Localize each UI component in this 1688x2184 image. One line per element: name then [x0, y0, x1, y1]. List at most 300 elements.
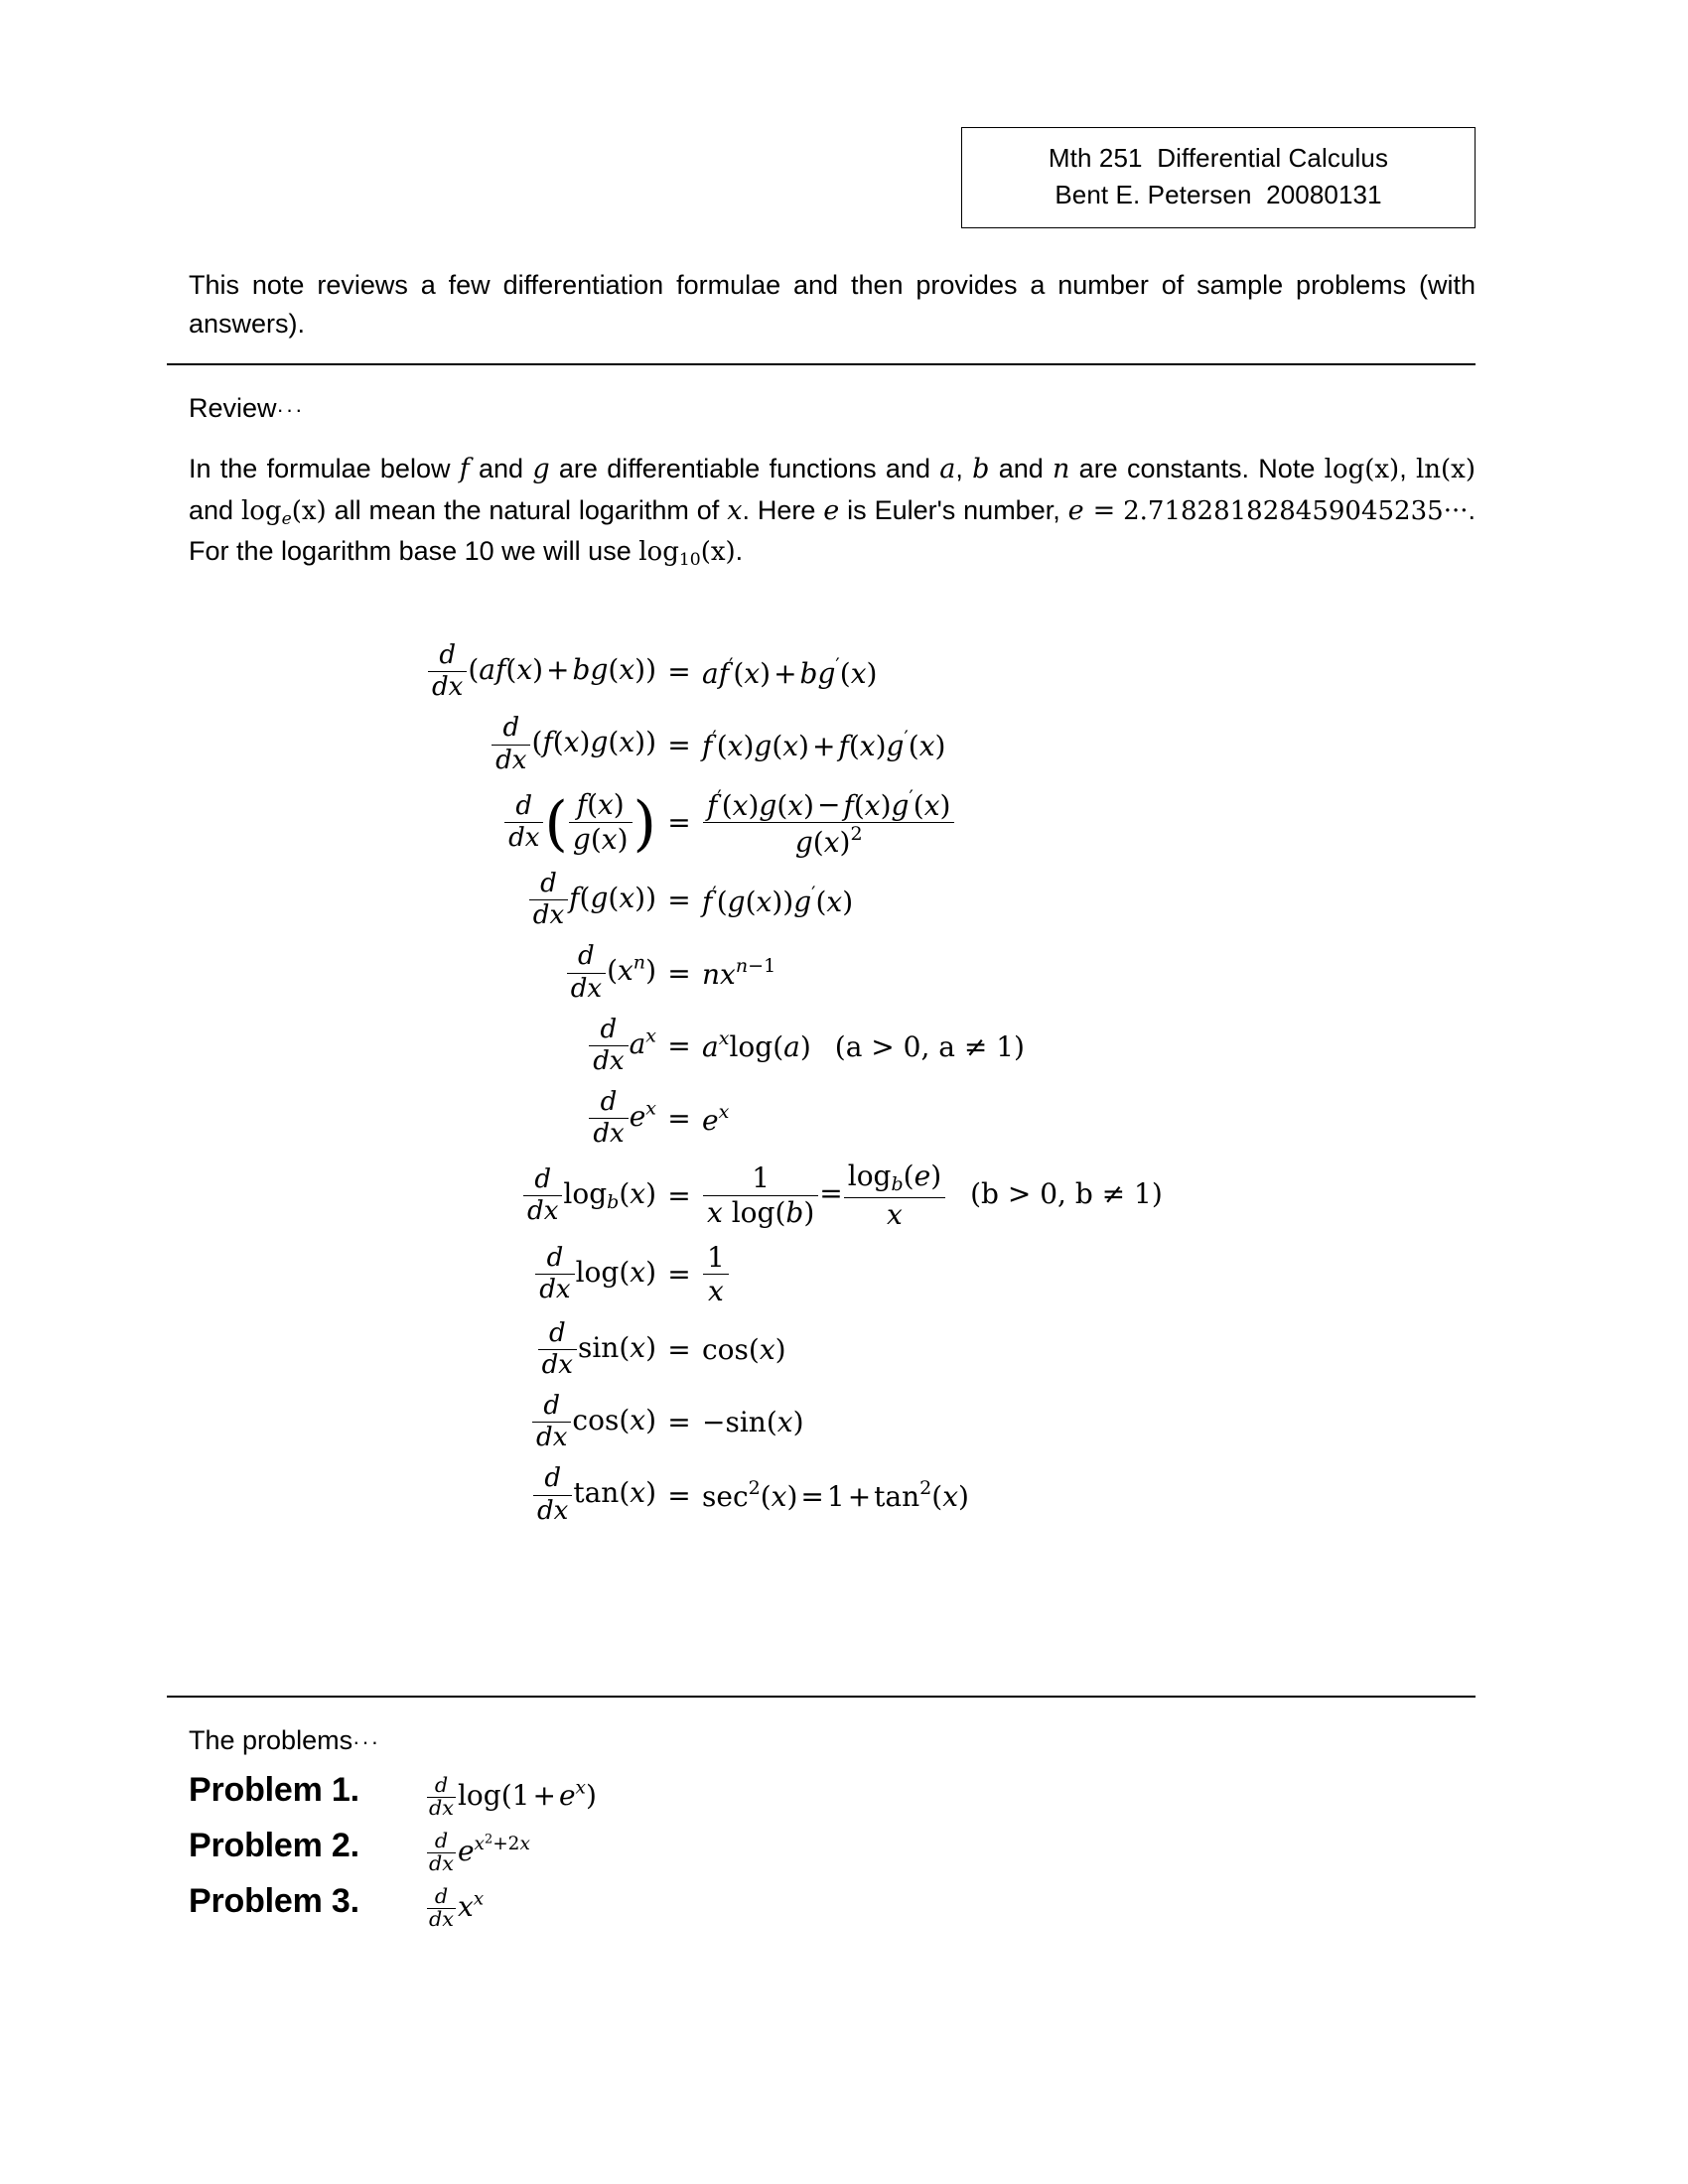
ddx-numerator: d — [535, 1244, 574, 1275]
one: 1 — [826, 1479, 845, 1513]
formula-quotient-rhs — [702, 781, 1163, 864]
lparen: ( — [903, 1160, 914, 1193]
lparen: ( — [913, 788, 924, 822]
formula-quotient-rule — [427, 781, 1163, 864]
rparen: ) — [645, 1404, 656, 1437]
sym-x: x — [720, 957, 736, 991]
rparen: ) — [930, 1160, 942, 1193]
sym-x: x — [516, 653, 533, 687]
problem-item-2 — [189, 1827, 1281, 1878]
rparen: ) — [585, 1778, 597, 1812]
formula-log-rhs — [702, 1236, 1163, 1313]
sym-a: a — [702, 656, 719, 690]
tan-operator: tan — [874, 1479, 920, 1513]
sym-b: b — [572, 653, 591, 687]
ddx-operator — [589, 1016, 628, 1076]
formula-logb-lhs — [427, 1155, 656, 1236]
formula-product-relation: = — [667, 728, 691, 761]
rparen: ) — [839, 825, 851, 859]
sym-e: e — [702, 1103, 719, 1137]
log-operator: log — [563, 1176, 608, 1210]
euler-value: 2.718281828459045235 — [1123, 495, 1444, 526]
formula-product-rhs — [702, 708, 1163, 780]
sym-a: a — [702, 1030, 719, 1064]
rparen: ) — [934, 729, 946, 762]
sym-x: x — [630, 1330, 646, 1364]
cos-operator: cos — [702, 1332, 749, 1366]
sym-x: x — [776, 1406, 793, 1439]
ddx-numerator: d — [533, 1464, 572, 1495]
formula-log-base-b-rule — [427, 1155, 1163, 1236]
problem-2-label: Problem 2. — [189, 1827, 359, 1864]
x-denominator: x — [708, 1275, 724, 1308]
formula-product-rule — [427, 708, 1163, 780]
rparen: ) — [842, 885, 854, 918]
lparen: ( — [853, 788, 865, 822]
prime: ′ — [712, 727, 717, 750]
sym-x: x — [601, 822, 618, 856]
sym-b: b — [799, 656, 818, 690]
exponent-x: x — [718, 1100, 730, 1123]
ddx-denominator: dx — [536, 1495, 569, 1526]
prime: ′ — [835, 653, 840, 676]
sym-g: g — [817, 656, 836, 690]
ddx-operator — [535, 1244, 574, 1304]
problem-3-label: Problem 3. — [189, 1882, 359, 1920]
exp-sup-two: 2 — [484, 1832, 493, 1847]
lparen: ( — [733, 656, 745, 690]
rv-t13: . — [735, 536, 744, 567]
sym-g: g — [590, 726, 609, 759]
ddx-denominator: dx — [432, 672, 464, 703]
lparen: ( — [500, 1778, 512, 1812]
author-date: Bent E. Petersen 20080131 — [1055, 179, 1382, 209]
lparen: ( — [587, 788, 598, 822]
rv-t10: . Here — [742, 494, 824, 525]
section-divider-bottom — [167, 1696, 1476, 1698]
ddx-numerator: d — [523, 1165, 562, 1196]
rv-t2: and — [469, 454, 533, 483]
fg-denominator — [569, 823, 633, 855]
formula-chain-rhs — [702, 864, 1163, 936]
sym-x: x — [782, 729, 799, 762]
sym-log-e-arg: (x) — [291, 495, 327, 526]
sym-g: g — [886, 729, 905, 762]
review-heading-dots: ··· — [276, 397, 305, 422]
condition-b: (b > 0, b ≠ 1) — [970, 1176, 1163, 1210]
sym-e: e — [914, 1160, 931, 1193]
rv-t9: all mean the natural logarithm of — [326, 494, 728, 525]
formula-exp-relation: = — [667, 1102, 691, 1136]
sym-g: g — [759, 788, 777, 822]
sym-x: x — [619, 726, 635, 759]
rparen: ) — [866, 656, 878, 690]
formula-exp-a-lhs — [427, 1010, 656, 1082]
log-operator: log — [847, 1160, 892, 1193]
lparen: ( — [590, 822, 602, 856]
problems-heading-dots: ··· — [352, 1729, 381, 1754]
log-operator: log — [731, 1195, 775, 1229]
exponent-two: 2 — [748, 1477, 761, 1500]
exponent-n: n — [633, 951, 646, 974]
log-subscript-b: b — [607, 1190, 620, 1213]
ddx-denominator: dx — [429, 1850, 454, 1875]
formula-exponential-base-a-rule — [427, 1010, 1163, 1082]
lparen: ( — [760, 1479, 772, 1513]
course-title: Mth 251 Differential Calculus — [1048, 143, 1389, 173]
sym-g: g — [891, 788, 910, 822]
sym-x: x — [618, 954, 633, 988]
prime: ′ — [904, 727, 909, 750]
sym-x: x — [918, 729, 935, 762]
formula-cos-relation: = — [667, 1406, 691, 1439]
exponent-x: x — [473, 1888, 485, 1910]
sin-operator: sin — [725, 1406, 767, 1439]
sym-f: f — [718, 656, 730, 690]
lparen: ( — [908, 729, 919, 762]
rparen: ) — [760, 656, 772, 690]
sym-x: x — [598, 788, 614, 822]
rv-t8: and — [189, 494, 241, 525]
sym-b: b — [785, 1195, 804, 1229]
sym-x: x — [707, 1195, 723, 1229]
ddx-operator — [533, 1464, 572, 1525]
quotient-fraction — [703, 787, 954, 858]
rv-t5: and — [989, 454, 1054, 483]
rparen: ) — [613, 788, 625, 822]
ddx-denominator: dx — [536, 1423, 568, 1453]
formula-cos-lhs — [427, 1386, 656, 1458]
ddx-denominator: dx — [429, 1795, 454, 1820]
formula-power-lhs — [427, 936, 656, 1009]
logb-fraction-1 — [703, 1162, 818, 1228]
lparen: ( — [619, 1404, 631, 1437]
lparen: ( — [552, 726, 564, 759]
sym-x: x — [850, 656, 867, 690]
problem-2-expression — [427, 1831, 530, 1875]
review-heading-text: Review — [189, 393, 277, 423]
lparen: ( — [745, 885, 757, 918]
exp-two: 2 — [507, 1833, 520, 1854]
one: 1 — [511, 1778, 530, 1812]
formula-tan-relation: = — [667, 1478, 691, 1512]
review-heading — [189, 393, 305, 424]
logb-fraction-2 — [844, 1160, 945, 1230]
rparen: ) — [774, 1332, 786, 1366]
sym-n: n — [702, 957, 721, 991]
sym-g: g — [590, 653, 609, 687]
course-header-box — [961, 127, 1476, 228]
rv-t12: . For the logarithm base 10 we will use — [189, 494, 1476, 567]
formula-log-lhs — [427, 1236, 656, 1313]
rparen: ) — [645, 726, 656, 759]
rparen: ) — [792, 1406, 804, 1439]
lparen: ( — [774, 1195, 786, 1229]
rparen: ) — [645, 882, 656, 915]
prime: ′ — [717, 785, 722, 808]
sym-g: g — [754, 729, 773, 762]
sec-operator: sec — [702, 1479, 749, 1513]
rparen: ) — [803, 1195, 815, 1229]
rparen: ) — [799, 1030, 811, 1064]
logb-frac1-denominator — [703, 1196, 818, 1228]
sym-x: x — [630, 1476, 646, 1510]
sym-log-e-subscript: e — [281, 508, 292, 529]
exp-minus: − — [748, 955, 765, 978]
exp-plus: + — [492, 1833, 508, 1854]
formula-sine-rule — [427, 1313, 1163, 1386]
rparen: ) — [875, 729, 887, 762]
ddx-denominator: dx — [570, 973, 603, 1004]
exponent-n-minus-1 — [736, 955, 775, 977]
sym-log-e-base: log — [240, 495, 282, 526]
ddx-numerator: d — [589, 1016, 628, 1046]
lparen: ( — [839, 656, 851, 690]
sym-e: e — [457, 1834, 475, 1867]
sym-log-x: log(x) — [1324, 455, 1400, 484]
formula-linearity-lhs — [427, 635, 656, 708]
ddx-operator — [538, 1319, 577, 1380]
plus: + — [774, 656, 797, 690]
plus: + — [811, 729, 836, 762]
ddx-denominator: dx — [593, 1045, 625, 1076]
formula-power-rule — [427, 936, 1163, 1009]
formula-log-relation: = — [667, 1258, 691, 1292]
lparen: ( — [815, 885, 827, 918]
cos-operator: cos — [572, 1404, 620, 1437]
problems-heading-text: The problems — [189, 1725, 353, 1755]
sym-e: e — [823, 494, 840, 526]
sym-f: f — [569, 882, 580, 915]
lparen: ( — [619, 1330, 631, 1364]
sym-x: x — [942, 1479, 958, 1513]
rv-t7: , — [1399, 454, 1416, 483]
rv-t6: are constants. Note — [1069, 454, 1325, 483]
formula-linearity-rhs — [702, 635, 1163, 708]
formula-exp-a-relation: = — [667, 1028, 691, 1062]
ddx-denominator: dx — [495, 745, 527, 775]
lparen: ( — [776, 788, 788, 822]
rparen: ) — [645, 1476, 656, 1510]
prime: ′ — [729, 653, 734, 676]
ddx-numerator: d — [427, 1886, 456, 1909]
exp-x2: x — [519, 1833, 530, 1854]
quotient-numerator — [703, 787, 954, 823]
ddx-numerator: d — [532, 1392, 571, 1423]
rparen: ) — [958, 1479, 969, 1513]
exponent-x: x — [645, 1024, 656, 1047]
exponent-two: 2 — [919, 1477, 932, 1500]
formula-power-relation: = — [667, 956, 691, 990]
lparen: ( — [468, 653, 480, 687]
sym-log10 — [638, 537, 736, 571]
rv-t1: In the formulae below — [189, 454, 460, 483]
formula-cosine-rule — [427, 1386, 1163, 1458]
sym-n: n — [1053, 454, 1070, 484]
formula-chain-lhs — [427, 864, 656, 936]
log-operator: log — [729, 1030, 774, 1064]
rparen: ) — [786, 1479, 798, 1513]
formula-exp-rhs — [702, 1082, 1163, 1155]
formula-table — [427, 635, 1163, 1532]
sym-f: f — [707, 788, 718, 822]
sym-f: f — [459, 454, 470, 484]
sym-x: x — [727, 729, 744, 762]
rparen: ) — [634, 653, 646, 687]
ddx-operator-small — [427, 1775, 456, 1820]
lparen-big: ( — [544, 789, 568, 860]
exp-one: 1 — [764, 955, 776, 978]
rparen: ) — [748, 788, 760, 822]
ddx-operator — [428, 641, 467, 702]
rparen: ) — [645, 653, 656, 687]
problem-1-expression — [427, 1775, 597, 1820]
sin-operator: sin — [577, 1330, 620, 1364]
ddx-numerator: d — [492, 714, 530, 745]
formula-list — [0, 635, 1688, 1532]
sym-x: x — [923, 788, 940, 822]
plus: + — [847, 1479, 872, 1513]
formula-tan-rhs — [702, 1458, 1163, 1531]
formula-sin-rhs — [702, 1313, 1163, 1386]
sym-a: a — [629, 1026, 646, 1060]
ddx-operator — [504, 792, 543, 853]
lparen: ( — [931, 1479, 943, 1513]
rparen: ) — [803, 788, 814, 822]
lparen: ( — [619, 1176, 631, 1210]
formula-linearity-rule — [427, 635, 1163, 708]
formula-exp-lhs — [427, 1082, 656, 1155]
sym-ln-x: ln(x) — [1415, 455, 1476, 484]
ddx-denominator: dx — [593, 1119, 625, 1150]
ddx-operator — [567, 942, 606, 1003]
exponent-two: 2 — [850, 822, 863, 845]
logb-frac2-numerator — [844, 1160, 945, 1197]
rparen: ) — [634, 882, 646, 915]
sym-x: x — [759, 1332, 775, 1366]
logb-frac1-numerator: 1 — [703, 1162, 818, 1195]
ddx-operator — [492, 714, 530, 774]
ddx-numerator: d — [428, 641, 467, 672]
review-paragraph — [189, 449, 1476, 573]
ddx-numerator: d — [589, 1088, 628, 1119]
rparen: ) — [579, 726, 591, 759]
rparen: ) — [743, 729, 755, 762]
lparen: ( — [766, 1406, 777, 1439]
ddx-denominator: dx — [539, 1275, 571, 1305]
sym-a: a — [479, 653, 495, 687]
sym-x: x — [744, 656, 761, 690]
sym-x: x — [826, 885, 843, 918]
sym-f: f — [495, 653, 506, 687]
sym-log-e-x — [240, 495, 327, 529]
problem-item-1 — [189, 1771, 1281, 1823]
sym-f: f — [542, 726, 553, 759]
sym-log10-subscript: 10 — [678, 550, 701, 571]
ddx-numerator: d — [427, 1831, 456, 1853]
sym-x: x — [619, 653, 635, 687]
formula-tan-lhs — [427, 1458, 656, 1531]
sym-x: x — [859, 729, 876, 762]
exponent-x: x — [718, 1027, 730, 1050]
lparen: ( — [607, 954, 618, 988]
ddx-denominator: dx — [541, 1349, 573, 1380]
fg-numerator — [569, 789, 633, 822]
ddx-operator — [529, 870, 568, 930]
log-operator: log — [575, 1256, 620, 1290]
exp-n: n — [735, 955, 749, 978]
sym-x: x — [563, 726, 580, 759]
lparen: ( — [772, 729, 783, 762]
formula-quotient-lhs — [427, 781, 656, 864]
ddx-numerator: d — [504, 792, 543, 823]
sym-g: g — [572, 822, 591, 856]
rv-t3: are differentiable functions and — [549, 454, 940, 483]
euler-ellipsis: ··· — [1443, 495, 1469, 526]
formula-product-lhs — [427, 708, 656, 780]
log-subscript-b: b — [891, 1173, 904, 1196]
sym-g: g — [590, 882, 609, 915]
ddx-operator-small — [427, 1886, 456, 1931]
inner-equals: = — [800, 1479, 824, 1513]
formula-linearity-relation: = — [667, 655, 691, 689]
lparen: ( — [721, 788, 733, 822]
rparen: ) — [645, 1330, 656, 1364]
lparen: ( — [531, 726, 543, 759]
ddx-numerator: d — [538, 1319, 577, 1350]
sym-e: e — [629, 1100, 646, 1134]
sym-g: g — [794, 825, 813, 859]
lparen: ( — [748, 1332, 760, 1366]
rparen: ) — [617, 822, 629, 856]
sym-a: a — [783, 1030, 800, 1064]
sym-f: f — [702, 885, 713, 918]
inner-equals: = — [819, 1176, 843, 1210]
ddx-numerator: d — [567, 942, 606, 973]
problem-item-3 — [189, 1882, 1281, 1934]
ddx-denominator: dx — [508, 822, 540, 853]
sym-f: f — [843, 788, 854, 822]
exp-x: x — [474, 1833, 485, 1854]
prime: ′ — [811, 882, 816, 904]
rparen: ) — [772, 885, 783, 918]
sym-g: g — [727, 885, 746, 918]
tan-operator: tan — [573, 1476, 620, 1510]
formula-exp-a-rhs — [702, 1010, 1163, 1082]
ddx-numerator: d — [427, 1775, 456, 1798]
ddx-operator — [589, 1088, 628, 1149]
exponent-x-squared-plus-2x — [475, 1834, 530, 1854]
sym-x: x — [457, 1889, 474, 1923]
sym-x: x — [732, 788, 749, 822]
rparen: ) — [532, 653, 544, 687]
sym-x: x — [771, 1479, 787, 1513]
formula-sin-lhs — [427, 1313, 656, 1386]
fg-fraction — [569, 789, 633, 855]
rparen: ) — [880, 788, 892, 822]
lparen: ( — [848, 729, 860, 762]
minus: − — [702, 1406, 726, 1439]
formula-logb-rhs — [702, 1155, 1163, 1236]
sym-x: x — [619, 882, 635, 915]
problems-heading — [189, 1725, 380, 1756]
problem-3-expression — [427, 1886, 484, 1931]
sym-x: x — [823, 825, 840, 859]
sym-e: e — [558, 1778, 576, 1812]
sym-log10-arg: (x) — [700, 537, 736, 568]
rparen: ) — [782, 885, 794, 918]
quotient-denominator — [703, 823, 954, 858]
